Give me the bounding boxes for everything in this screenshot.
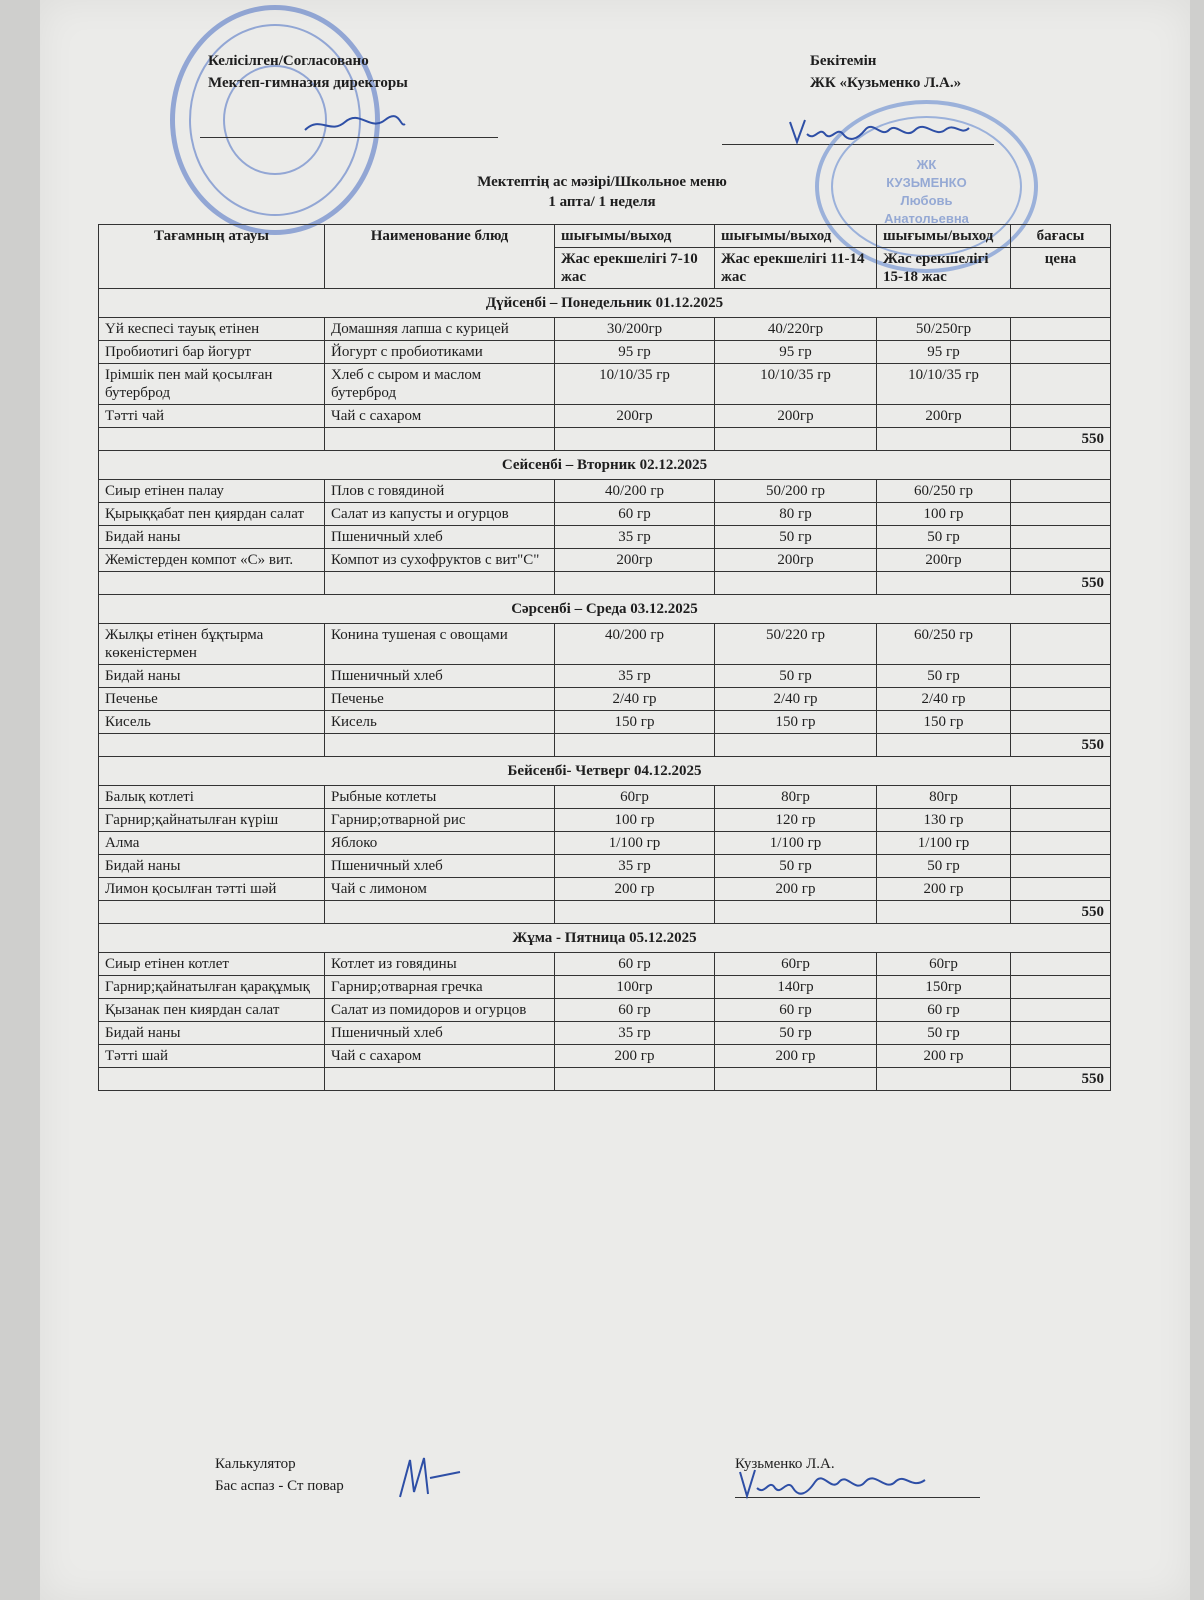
portion-15-18: 150 гр bbox=[877, 711, 1011, 734]
dish-name-kz: Тәтті шай bbox=[99, 1045, 325, 1068]
header-name-ru: Наименование блюд bbox=[325, 225, 555, 289]
portion-11-14: 1/100 гр bbox=[715, 832, 877, 855]
portion-15-18: 130 гр bbox=[877, 809, 1011, 832]
portion-7-10: 150 гр bbox=[555, 711, 715, 734]
dish-name-ru: Котлет из говядины bbox=[325, 953, 555, 976]
footer-signature bbox=[735, 1462, 935, 1504]
dish-name-kz: Печенье bbox=[99, 688, 325, 711]
empty-cell bbox=[555, 428, 715, 451]
empty-cell bbox=[325, 1068, 555, 1091]
cook-signature bbox=[390, 1452, 470, 1502]
portion-7-10: 200гр bbox=[555, 405, 715, 428]
empty-cell bbox=[715, 901, 877, 924]
portion-11-14: 60 гр bbox=[715, 999, 877, 1022]
total-row bbox=[99, 1068, 1111, 1091]
dish-name-ru: Конина тушеная с овощами bbox=[325, 624, 555, 665]
day-total-price: 550 bbox=[1011, 734, 1111, 757]
day-row bbox=[99, 451, 1111, 480]
portion-11-14: 40/220гр bbox=[715, 318, 877, 341]
menu-title-line: Мектептің ас мәзірі/Школьное меню bbox=[477, 174, 727, 190]
dish-name-ru: Компот из сухофруктов с вит"С" bbox=[325, 549, 555, 572]
portion-7-10: 200 гр bbox=[555, 1045, 715, 1068]
footer-left bbox=[215, 1453, 344, 1497]
portion-15-18: 50 гр bbox=[877, 855, 1011, 878]
portion-11-14: 50/200 гр bbox=[715, 480, 877, 503]
total-row bbox=[99, 428, 1111, 451]
seal-text-line: Любовь bbox=[900, 193, 953, 208]
empty-cell bbox=[877, 428, 1011, 451]
dish-name-kz: Алма bbox=[99, 832, 325, 855]
day-row bbox=[99, 924, 1111, 953]
dish-name-kz: Жылқы етінен бұқтырма көкеністермен bbox=[99, 624, 325, 665]
dish-name-kz: Қызанак пен киярдан салат bbox=[99, 999, 325, 1022]
dish-name-ru: Гарнир;отварной рис bbox=[325, 809, 555, 832]
dish-name-kz: Тәтті чай bbox=[99, 405, 325, 428]
table-row bbox=[99, 526, 1111, 549]
dish-name-kz: Бидай наны bbox=[99, 855, 325, 878]
header-name-kz: Тағамның атауы bbox=[99, 225, 325, 289]
day-total-price: 550 bbox=[1011, 1068, 1111, 1091]
portion-11-14: 50 гр bbox=[715, 665, 877, 688]
menu-title bbox=[0, 172, 1204, 212]
header-age-group: Жас ерекшелігі 7-10 жас bbox=[555, 248, 715, 289]
total-row bbox=[99, 734, 1111, 757]
price-cell bbox=[1011, 976, 1111, 999]
dish-name-kz: Қырыққабат пен қиярдан салат bbox=[99, 503, 325, 526]
portion-7-10: 2/40 гр bbox=[555, 688, 715, 711]
portion-15-18: 10/10/35 гр bbox=[877, 364, 1011, 405]
portion-11-14: 200 гр bbox=[715, 878, 877, 901]
portion-7-10: 35 гр bbox=[555, 526, 715, 549]
day-title: Бейсенбі- Четверг 04.12.2025 bbox=[99, 757, 1111, 786]
empty-cell bbox=[877, 572, 1011, 595]
week-label: 1 апта/ 1 неделя bbox=[548, 194, 656, 210]
portion-7-10: 1/100 гр bbox=[555, 832, 715, 855]
dish-name-kz: Бидай наны bbox=[99, 665, 325, 688]
table-row bbox=[99, 878, 1111, 901]
dish-name-ru: Плов с говядиной bbox=[325, 480, 555, 503]
price-cell bbox=[1011, 480, 1111, 503]
day-row bbox=[99, 757, 1111, 786]
empty-cell bbox=[555, 901, 715, 924]
table-row bbox=[99, 855, 1111, 878]
dish-name-ru: Салат из капусты и огурцов bbox=[325, 503, 555, 526]
header-output: шығымы/выход bbox=[877, 225, 1011, 248]
portion-11-14: 50/220 гр bbox=[715, 624, 877, 665]
signer-name: Кузьменко Л.А. bbox=[735, 1456, 835, 1472]
empty-cell bbox=[325, 734, 555, 757]
empty-cell bbox=[325, 572, 555, 595]
dish-name-ru: Печенье bbox=[325, 688, 555, 711]
portion-15-18: 60 гр bbox=[877, 999, 1011, 1022]
portion-11-14: 200 гр bbox=[715, 1045, 877, 1068]
portion-7-10: 95 гр bbox=[555, 341, 715, 364]
approve-label: Бекітемін bbox=[810, 53, 877, 69]
price-cell bbox=[1011, 1045, 1111, 1068]
dish-name-kz: Балық котлеті bbox=[99, 786, 325, 809]
header-price-kz: бағасы bbox=[1011, 225, 1111, 248]
portion-15-18: 200гр bbox=[877, 405, 1011, 428]
price-cell bbox=[1011, 665, 1111, 688]
empty-cell bbox=[555, 734, 715, 757]
empty-cell bbox=[555, 1068, 715, 1091]
portion-15-18: 80гр bbox=[877, 786, 1011, 809]
price-cell bbox=[1011, 786, 1111, 809]
dish-name-ru: Пшеничный хлеб bbox=[325, 1022, 555, 1045]
portion-15-18: 60/250 гр bbox=[877, 480, 1011, 503]
dish-name-ru: Чай с сахаром bbox=[325, 1045, 555, 1068]
dish-name-kz: Гарнир;қайнатылған қарақұмық bbox=[99, 976, 325, 999]
day-title: Сәрсенбі – Среда 03.12.2025 bbox=[99, 595, 1111, 624]
day-total-price: 550 bbox=[1011, 572, 1111, 595]
table-row bbox=[99, 809, 1111, 832]
portion-7-10: 200гр bbox=[555, 549, 715, 572]
portion-7-10: 200 гр bbox=[555, 878, 715, 901]
empty-cell bbox=[715, 572, 877, 595]
approval-right bbox=[810, 50, 961, 94]
approver-signature bbox=[785, 112, 975, 152]
dish-name-ru: Рыбные котлеты bbox=[325, 786, 555, 809]
portion-11-14: 120 гр bbox=[715, 809, 877, 832]
dish-name-kz: Пробиотигі бар йогурт bbox=[99, 341, 325, 364]
day-title: Жұма - Пятница 05.12.2025 bbox=[99, 924, 1111, 953]
seal-text-line: Анатольевна bbox=[884, 211, 969, 226]
table-row bbox=[99, 364, 1111, 405]
empty-cell bbox=[715, 428, 877, 451]
price-cell bbox=[1011, 624, 1111, 665]
empty-cell bbox=[99, 1068, 325, 1091]
dish-name-kz: Ірімшік пен май қосылған бутерброд bbox=[99, 364, 325, 405]
portion-11-14: 80 гр bbox=[715, 503, 877, 526]
empty-cell bbox=[877, 901, 1011, 924]
portion-11-14: 150 гр bbox=[715, 711, 877, 734]
total-row bbox=[99, 572, 1111, 595]
table-row bbox=[99, 1022, 1111, 1045]
empty-cell bbox=[99, 572, 325, 595]
table-row bbox=[99, 405, 1111, 428]
empty-cell bbox=[715, 734, 877, 757]
price-cell bbox=[1011, 809, 1111, 832]
portion-11-14: 140гр bbox=[715, 976, 877, 999]
price-cell bbox=[1011, 999, 1111, 1022]
portion-11-14: 200гр bbox=[715, 549, 877, 572]
price-cell bbox=[1011, 711, 1111, 734]
dish-name-ru: Гарнир;отварная гречка bbox=[325, 976, 555, 999]
price-cell bbox=[1011, 688, 1111, 711]
portion-7-10: 35 гр bbox=[555, 855, 715, 878]
price-cell bbox=[1011, 549, 1111, 572]
portion-7-10: 60гр bbox=[555, 786, 715, 809]
portion-7-10: 40/200 гр bbox=[555, 624, 715, 665]
portion-15-18: 200 гр bbox=[877, 878, 1011, 901]
dish-name-kz: Бидай наны bbox=[99, 1022, 325, 1045]
portion-15-18: 50 гр bbox=[877, 665, 1011, 688]
dish-name-ru: Чай с сахаром bbox=[325, 405, 555, 428]
portion-11-14: 200гр bbox=[715, 405, 877, 428]
portion-11-14: 80гр bbox=[715, 786, 877, 809]
portion-11-14: 50 гр bbox=[715, 855, 877, 878]
price-cell bbox=[1011, 318, 1111, 341]
portion-11-14: 60гр bbox=[715, 953, 877, 976]
table-row bbox=[99, 786, 1111, 809]
table-row bbox=[99, 999, 1111, 1022]
price-cell bbox=[1011, 503, 1111, 526]
calculator-label: Калькулятор bbox=[215, 1456, 296, 1472]
price-cell bbox=[1011, 364, 1111, 405]
portion-11-14: 95 гр bbox=[715, 341, 877, 364]
dish-name-ru: Яблоко bbox=[325, 832, 555, 855]
portion-7-10: 100гр bbox=[555, 976, 715, 999]
portion-15-18: 50 гр bbox=[877, 526, 1011, 549]
price-cell bbox=[1011, 855, 1111, 878]
portion-7-10: 30/200гр bbox=[555, 318, 715, 341]
portion-15-18: 200 гр bbox=[877, 1045, 1011, 1068]
dish-name-ru: Пшеничный хлеб bbox=[325, 665, 555, 688]
header-price-ru: цена bbox=[1011, 248, 1111, 289]
portion-15-18: 60/250 гр bbox=[877, 624, 1011, 665]
director-signature bbox=[300, 110, 410, 140]
dish-name-ru: Домашняя лапша с курицей bbox=[325, 318, 555, 341]
portion-11-14: 50 гр bbox=[715, 1022, 877, 1045]
empty-cell bbox=[99, 734, 325, 757]
table-row bbox=[99, 503, 1111, 526]
empty-cell bbox=[325, 901, 555, 924]
dish-name-kz: Лимон қосылған тәтті шәй bbox=[99, 878, 325, 901]
portion-7-10: 60 гр bbox=[555, 953, 715, 976]
total-row bbox=[99, 901, 1111, 924]
empty-cell bbox=[877, 734, 1011, 757]
portion-15-18: 1/100 гр bbox=[877, 832, 1011, 855]
seal-text-line: ЖК bbox=[916, 157, 937, 172]
entrepreneur-label: ЖК «Кузьменко Л.А.» bbox=[810, 75, 962, 91]
table-row bbox=[99, 832, 1111, 855]
table-row bbox=[99, 953, 1111, 976]
dish-name-ru: Чай с лимоном bbox=[325, 878, 555, 901]
header-age-group: Жас ерекшелігі 11-14 жас bbox=[715, 248, 877, 289]
agreed-label: Келісілген/Согласовано bbox=[208, 53, 369, 69]
dish-name-kz: Сиыр етінен палау bbox=[99, 480, 325, 503]
dish-name-ru: Пшеничный хлеб bbox=[325, 526, 555, 549]
empty-cell bbox=[715, 1068, 877, 1091]
empty-cell bbox=[99, 428, 325, 451]
header-age-group: Жас ерекшелігі 15-18 жас bbox=[877, 248, 1011, 289]
header-output: шығымы/выход bbox=[555, 225, 715, 248]
table-row bbox=[99, 318, 1111, 341]
head-cook-label: Бас аспаз - Ст повар bbox=[215, 1478, 344, 1494]
dish-name-kz: Жемістерден компот «С» вит. bbox=[99, 549, 325, 572]
dish-name-kz: Гарнир;қайнатылған күріш bbox=[99, 809, 325, 832]
table-row bbox=[99, 341, 1111, 364]
table-row bbox=[99, 624, 1111, 665]
portion-11-14: 50 гр bbox=[715, 526, 877, 549]
table-row bbox=[99, 665, 1111, 688]
portion-15-18: 150гр bbox=[877, 976, 1011, 999]
table-row bbox=[99, 711, 1111, 734]
table-row bbox=[99, 688, 1111, 711]
table-row bbox=[99, 1045, 1111, 1068]
day-row bbox=[99, 595, 1111, 624]
dish-name-ru: Йогурт с пробиотиками bbox=[325, 341, 555, 364]
day-title: Дүйсенбі – Понедельник 01.12.2025 bbox=[99, 289, 1111, 318]
price-cell bbox=[1011, 341, 1111, 364]
portion-15-18: 2/40 гр bbox=[877, 688, 1011, 711]
price-cell bbox=[1011, 526, 1111, 549]
portion-7-10: 35 гр bbox=[555, 665, 715, 688]
seal-text-line: КУЗЬМЕНКО bbox=[886, 175, 967, 190]
empty-cell bbox=[555, 572, 715, 595]
portion-7-10: 60 гр bbox=[555, 999, 715, 1022]
dish-name-kz: Бидай наны bbox=[99, 526, 325, 549]
table-row bbox=[99, 480, 1111, 503]
director-label: Мектеп-гимназия директоры bbox=[208, 75, 408, 91]
portion-15-18: 50 гр bbox=[877, 1022, 1011, 1045]
day-row bbox=[99, 289, 1111, 318]
day-total-price: 550 bbox=[1011, 428, 1111, 451]
table-row bbox=[99, 549, 1111, 572]
menu-table bbox=[98, 224, 1111, 1091]
price-cell bbox=[1011, 405, 1111, 428]
dish-name-kz: Үй кеспесі тауық етінен bbox=[99, 318, 325, 341]
portion-11-14: 2/40 гр bbox=[715, 688, 877, 711]
price-cell bbox=[1011, 878, 1111, 901]
portion-15-18: 200гр bbox=[877, 549, 1011, 572]
portion-7-10: 35 гр bbox=[555, 1022, 715, 1045]
table-row bbox=[99, 976, 1111, 999]
portion-7-10: 100 гр bbox=[555, 809, 715, 832]
dish-name-kz: Кисель bbox=[99, 711, 325, 734]
table-header-row bbox=[99, 225, 1111, 248]
empty-cell bbox=[877, 1068, 1011, 1091]
dish-name-ru: Хлеб с сыром и маслом бутерброд bbox=[325, 364, 555, 405]
price-cell bbox=[1011, 953, 1111, 976]
portion-11-14: 10/10/35 гр bbox=[715, 364, 877, 405]
portion-15-18: 50/250гр bbox=[877, 318, 1011, 341]
dish-name-ru: Салат из помидоров и огурцов bbox=[325, 999, 555, 1022]
portion-7-10: 40/200 гр bbox=[555, 480, 715, 503]
empty-cell bbox=[99, 901, 325, 924]
empty-cell bbox=[325, 428, 555, 451]
price-cell bbox=[1011, 1022, 1111, 1045]
dish-name-ru: Пшеничный хлеб bbox=[325, 855, 555, 878]
portion-7-10: 10/10/35 гр bbox=[555, 364, 715, 405]
day-title: Сейсенбі – Вторник 02.12.2025 bbox=[99, 451, 1111, 480]
approval-left bbox=[208, 50, 408, 94]
dish-name-kz: Сиыр етінен котлет bbox=[99, 953, 325, 976]
price-cell bbox=[1011, 832, 1111, 855]
dish-name-ru: Кисель bbox=[325, 711, 555, 734]
portion-15-18: 95 гр bbox=[877, 341, 1011, 364]
portion-15-18: 100 гр bbox=[877, 503, 1011, 526]
portion-7-10: 60 гр bbox=[555, 503, 715, 526]
day-total-price: 550 bbox=[1011, 901, 1111, 924]
header-output: шығымы/выход bbox=[715, 225, 877, 248]
portion-15-18: 60гр bbox=[877, 953, 1011, 976]
